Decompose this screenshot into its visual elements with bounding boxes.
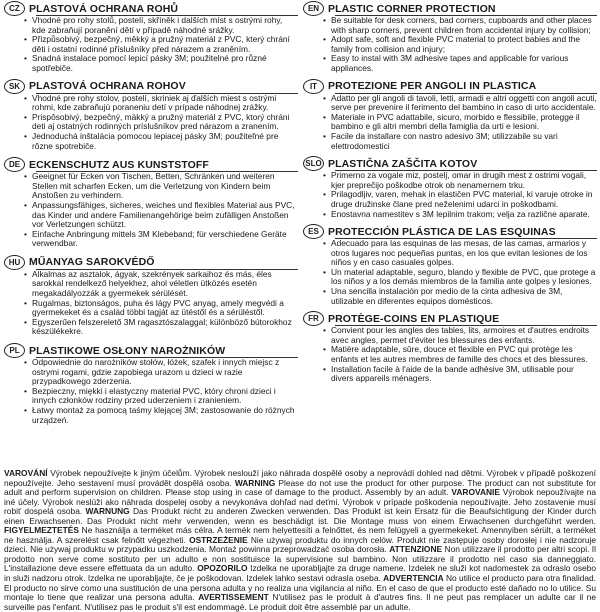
warning-label: OPOZORILO [197,563,248,574]
warning-text: Ne használja a terméket más célra. A termék nem helyettesíti a felnőttet, és nem felügyeli a gyermekeket. Amennyiben sérült, a terméket ne használja. A szerelést csak felnőtt végezheti. [4,525,596,545]
section-title: PLASTOVÁ OCHRANA ROHOV [29,80,186,93]
bullet-item: • Matière adaptable, sûre, douce et flexible en PVC qui protège les enfants et les autres membres de famille des chocs et des blessures. [323,345,597,364]
section-slo [303,156,597,219]
bullet-item: • Snadná instalace pomocí lepicí pásky 3M; použitelné pro různé spotřebiče. [24,54,298,73]
language-code-badge: SK [4,79,25,94]
bullet-item: • Un material adaptable, seguro, blando y flexible de PVC, que protege a los niños y a los demás miembros de la familia ante golpes y lesiones. [323,268,597,287]
section-header [303,311,597,326]
bullet-item: • Geeignet für Ecken von Tischen, Betten, Schränken und weiteren Stellen mit scharfen Ecken, um die Verletzung von Kindern beim Anstoßen zu verhindern. [24,172,298,201]
section-title: MŰANYAG SAROKVÉDŐ [29,256,155,269]
section-title: PLASTOVÁ OCHRANA ROHŮ [29,2,179,15]
bullet-list [303,239,597,306]
section-title: ECKENSCHUTZ AUS KUNSTSTOFF [29,158,209,171]
section-cz [4,1,298,74]
warning-text: Das Produkt nicht zu anderen Zwecken verwenden. Das Produkt ist kein Ersatz für die Beaufsichtigung der Kinder durch einen Erwachsenen. Das Produkt nicht mehr verwenden, wenn es beschädigt ist. Die Montage muss von einem Erwachsenen durchgeführt werden. [4,506,596,526]
warning-text: No utilice el producto para otra finalidad. El producto no sirve como una sustitución de una persona adulta y no realiza una vigilancia al niño. En el caso de que el producto esté dañado no lo utilice. Su montaje lo tiene que realizar una persona adulta. [4,573,596,603]
section-title: PROTEZIONE PER ANGOLI IN PLASTICA [328,80,537,93]
warning-label: VAROVANIE [451,487,500,498]
bullet-item: • Přizpůsobivý, bezpečný, měkký a pružný materiál z PVC, který chrání děti i ostatní rodinné příslušníky před nárazem a zraněním. [24,35,298,54]
warning-text: Výrobok nepoužívajte na iné účely. Výrobok neslúži ako náhrada dospelej osoby a nevykonáva dohľad nad deťmi. Výrobok v prípade poškodenia nepoužívajte. Jeho zostavenie musí robiť dospelá osoba. [4,487,597,517]
bullet-list [4,94,298,152]
bullet-item: • Be suitable for desk corners, bad corners, cupboards and other places with sharp corners, prevent children from accidental injury by collision; [323,16,597,35]
bullet-item: • Adatto per gli angoli di tavoli, letti, armadi e altri oggetti con angoli acuti, serve per prevenire il ferimento del bambino in caso di urto accidentale. [323,94,597,113]
warning-text: Nie używaj produktu do innych celów. Produkt nie zastępuje osoby dorosłej i nie nadzoruje dzieci. Nie używaj produktu w przypadku uszkodzenia. Montaż powinna przeprowadzać osoba dorosła. [4,534,596,555]
bullet-item: • Materiale in PVC adattabile, sicuro, morbido e flessibile, protegge il bambino e gli altri membri della famiglia da urti e lesioni. [323,113,597,132]
section-header [303,156,597,171]
bullet-item: • Convient pour les angles des tables, lits, armoires et d'autres endroits avec angles, permet d'éviter les blessures des enfants. [323,326,597,345]
bullet-item: • Vhodné pre rohy stolov, postelí, skriniek aj ďalších miest s ostrými rohmi, kde zabraňujú poraneniu detí v prípade náhodnej zrážky. [24,94,298,113]
bullet-list [4,16,298,74]
warning-label: FIGYELMEZTETÉS [4,525,79,536]
language-code-badge: SLO [303,156,324,171]
section-pl [4,343,298,425]
bullet-item: • Alkalmas az asztalok, ágyak, szekrények sarkaihoz és más, éles sarokkal rendelkező helyekhez, ahol véletlen ütközés esetén megakadályozzák a gyermekek sérülését. [24,270,298,299]
bullet-list [303,16,597,74]
section-title: PLASTIC CORNER PROTECTION [328,2,496,15]
language-code-badge: IT [303,79,324,94]
bullet-item: • Egyszerűen felszerelető 3M ragasztószalaggal; különböző bútorokhoz készülékekre. [24,318,298,337]
section-header [303,79,597,94]
right-column [303,0,597,384]
left-column [4,0,298,425]
bullet-list [303,326,597,384]
warning-label: WARNUNG [85,506,130,517]
bullet-item: • Łatwy montaż za pomocą taśmy klejącej 3M; zastosowanie do różnych urządzeń. [24,406,298,425]
bullet-item: • Enostavna namestitev s 3M lepilnim trakom; velja za različne aparate. [323,210,597,220]
language-code-badge: EN [303,1,324,16]
warning-label: AVERTISSEMENT [198,592,269,603]
section-header [4,157,298,172]
bullet-list [4,358,298,425]
warning-label: ATTENZIONE [389,544,443,555]
language-code-badge: CZ [4,1,25,16]
warning-label: OSTRZEŻENIE [189,534,248,545]
bullet-list [4,172,298,249]
section-header [4,1,298,16]
bullet-list [4,270,298,337]
bullet-item: • Easy to instal with 3M adhesive tapes and applicable for various appliances. [323,54,597,73]
bullet-item: • Odpowiednie do narożników stołów, łóżek, szafek i innych miejsc z ostrymi rogami, gdzie zapobiega urazom u dzieci w razie przypadkowego zderzenia. [24,358,298,387]
section-title: PLASTIKOWE OSŁONY NAROŻNIKÓW [29,344,226,357]
warning-text: N'utilisez pas le produit à d'autres fins. Il ne peut pas remplacer un adulte car il ne surveille pas l'enfant. N'utilisez pas le produit s'il est endommagé. Le produit doit être assemblé par un adulte. [4,592,596,612]
warning-text: Výrobek nepoužívejte k jiným účelům. Výrobek neslouží jako náhrada dospělé osoby a neprovádí dohled nad dětmi. Výrobek v případě poškození nepoužívejte. Jeho sestavení musí provádět dospělá osoba. [4,468,596,488]
bullet-item: • Vhodné pro rohy stolů, postelí, skříněk i dalších míst s ostrými rohy, kde zabraňují poranění dětí v případě náhodné srážky. [24,16,298,35]
section-header [303,1,597,16]
section-hu [4,255,298,337]
bullet-item: • Einfache Anbringung mittels 3M Klebeband; für verschiedene Geräte verwendbar. [24,230,298,249]
bullet-item: • Rugalmas, biztonságos, puha és lágy PVC anyag, amely megvédi a gyermekeket és a család többi tagját az ütéstől és a sérüléstől. [24,299,298,318]
bullet-item: • Installation facile à l'aide de la bande adhésive 3M, utilisable pour divers appareils ménagers. [323,365,597,384]
bullet-item: • Primerno za vogale miz, postelj, omar in drugih mest z ostrimi vogali, kjer preprečijo poškodbe otrok ob nenamernem trku. [323,171,597,190]
warning-label: VAROVÁNÍ [4,468,48,478]
section-sk [4,79,298,152]
bullet-item: • Adopt safe, soft and flexible PVC material to protect babies and the family from collision and injury; [323,35,597,54]
warning-text: Izdelka ne uporabljajte za druge namene. Izdelek ne služi kot nadomestek za odraslo osebo in služi nadzoru otrok. Izdelka ne uporabljajte, če je poškodovan. Izdelek lahko sestavi odrasla oseba. [4,563,597,584]
warning-label: WARNING [234,477,276,488]
bullet-item: • Prilagodljiv, varen, mehak in elastičen PVC material, ki varuje otroke in druge družinske člane pred neželenimi udarci in poškodbami. [323,190,597,209]
language-code-badge: ES [303,224,324,239]
section-header [303,224,597,239]
section-de [4,157,298,249]
bullet-list [303,94,597,152]
section-header [4,79,298,94]
section-en [303,1,597,74]
warning-label: ADVERTENCIA [383,573,444,584]
section-it [303,79,597,152]
bullet-item: • Facile da installare con nastro adesivo 3M; utilizzabile su vari elettrodomestici [323,132,597,151]
warning-text: Non utilizzare il prodotto per altri scopi. Il prodotto non serve come sostituto per un adulto e non sostituisce la supervisione sul bambino. Non utilizzare il prodotto nel caso sia danneggiato. L'installazione deve essere effettuata da un adulto. [4,544,596,574]
language-code-badge: PL [4,343,25,358]
language-code-badge: DE [4,157,25,172]
bullet-item: • Bezpieczny, miękki i elastyczny materiał PVC, który chroni dzieci i innych członków rodziny przed uderzeniem i zranieniem. [24,387,298,406]
bullet-list [303,171,597,219]
bullet-item: • Jednoduchá inštalácia pomocou lepiacej pásky 3M; použiteľné pre rôzne spotrebiče. [24,132,298,151]
section-header [4,343,298,358]
bullet-item: • Una sencilla instalación por medio de la cinta adhesiva de 3M, utilizable en diferentes equipos domésticos. [323,287,597,306]
language-code-badge: HU [4,255,25,270]
section-title: PLASTIČNA ZAŠČITA KOTOV [328,157,478,170]
section-title: PROTECCIÓN PLÁSTICA DE LAS ESQUINAS [328,225,556,238]
section-es [303,224,597,306]
warning-text: Please do not use the product for other purpose. The product can not substitute for adult and perform supervision on children. Please stop using in case of damage to the product. Assembly by an adult. [4,477,596,498]
language-code-badge: FR [303,311,324,326]
bullet-item: • Adecuado para las esquinas de las mesas, de las camas, armarios y otros lugares noc pequeñas puntas, en los que evitan lesiones de los niños y en caso casuales golpes. [323,239,597,268]
section-fr [303,311,597,384]
warning-paragraph [4,469,596,612]
bullet-item: • Anpassungsfähiges, sicheres, weiches und flexibles Material aus PVC, das Kinder und andere Familienangehörige beim zufälligen Anstoßen vor Verletzungen schützt. [24,201,298,230]
section-header [4,255,298,270]
bullet-item: • Prispôsobivý, bezpečný, mäkký a pružný materiál z PVC, ktorý chráni deti aj ostatných rodinných príslušníkov pred nárazom a zranením. [24,113,298,132]
section-title: PROTÈGE-COINS EN PLASTIQUE [328,312,500,325]
